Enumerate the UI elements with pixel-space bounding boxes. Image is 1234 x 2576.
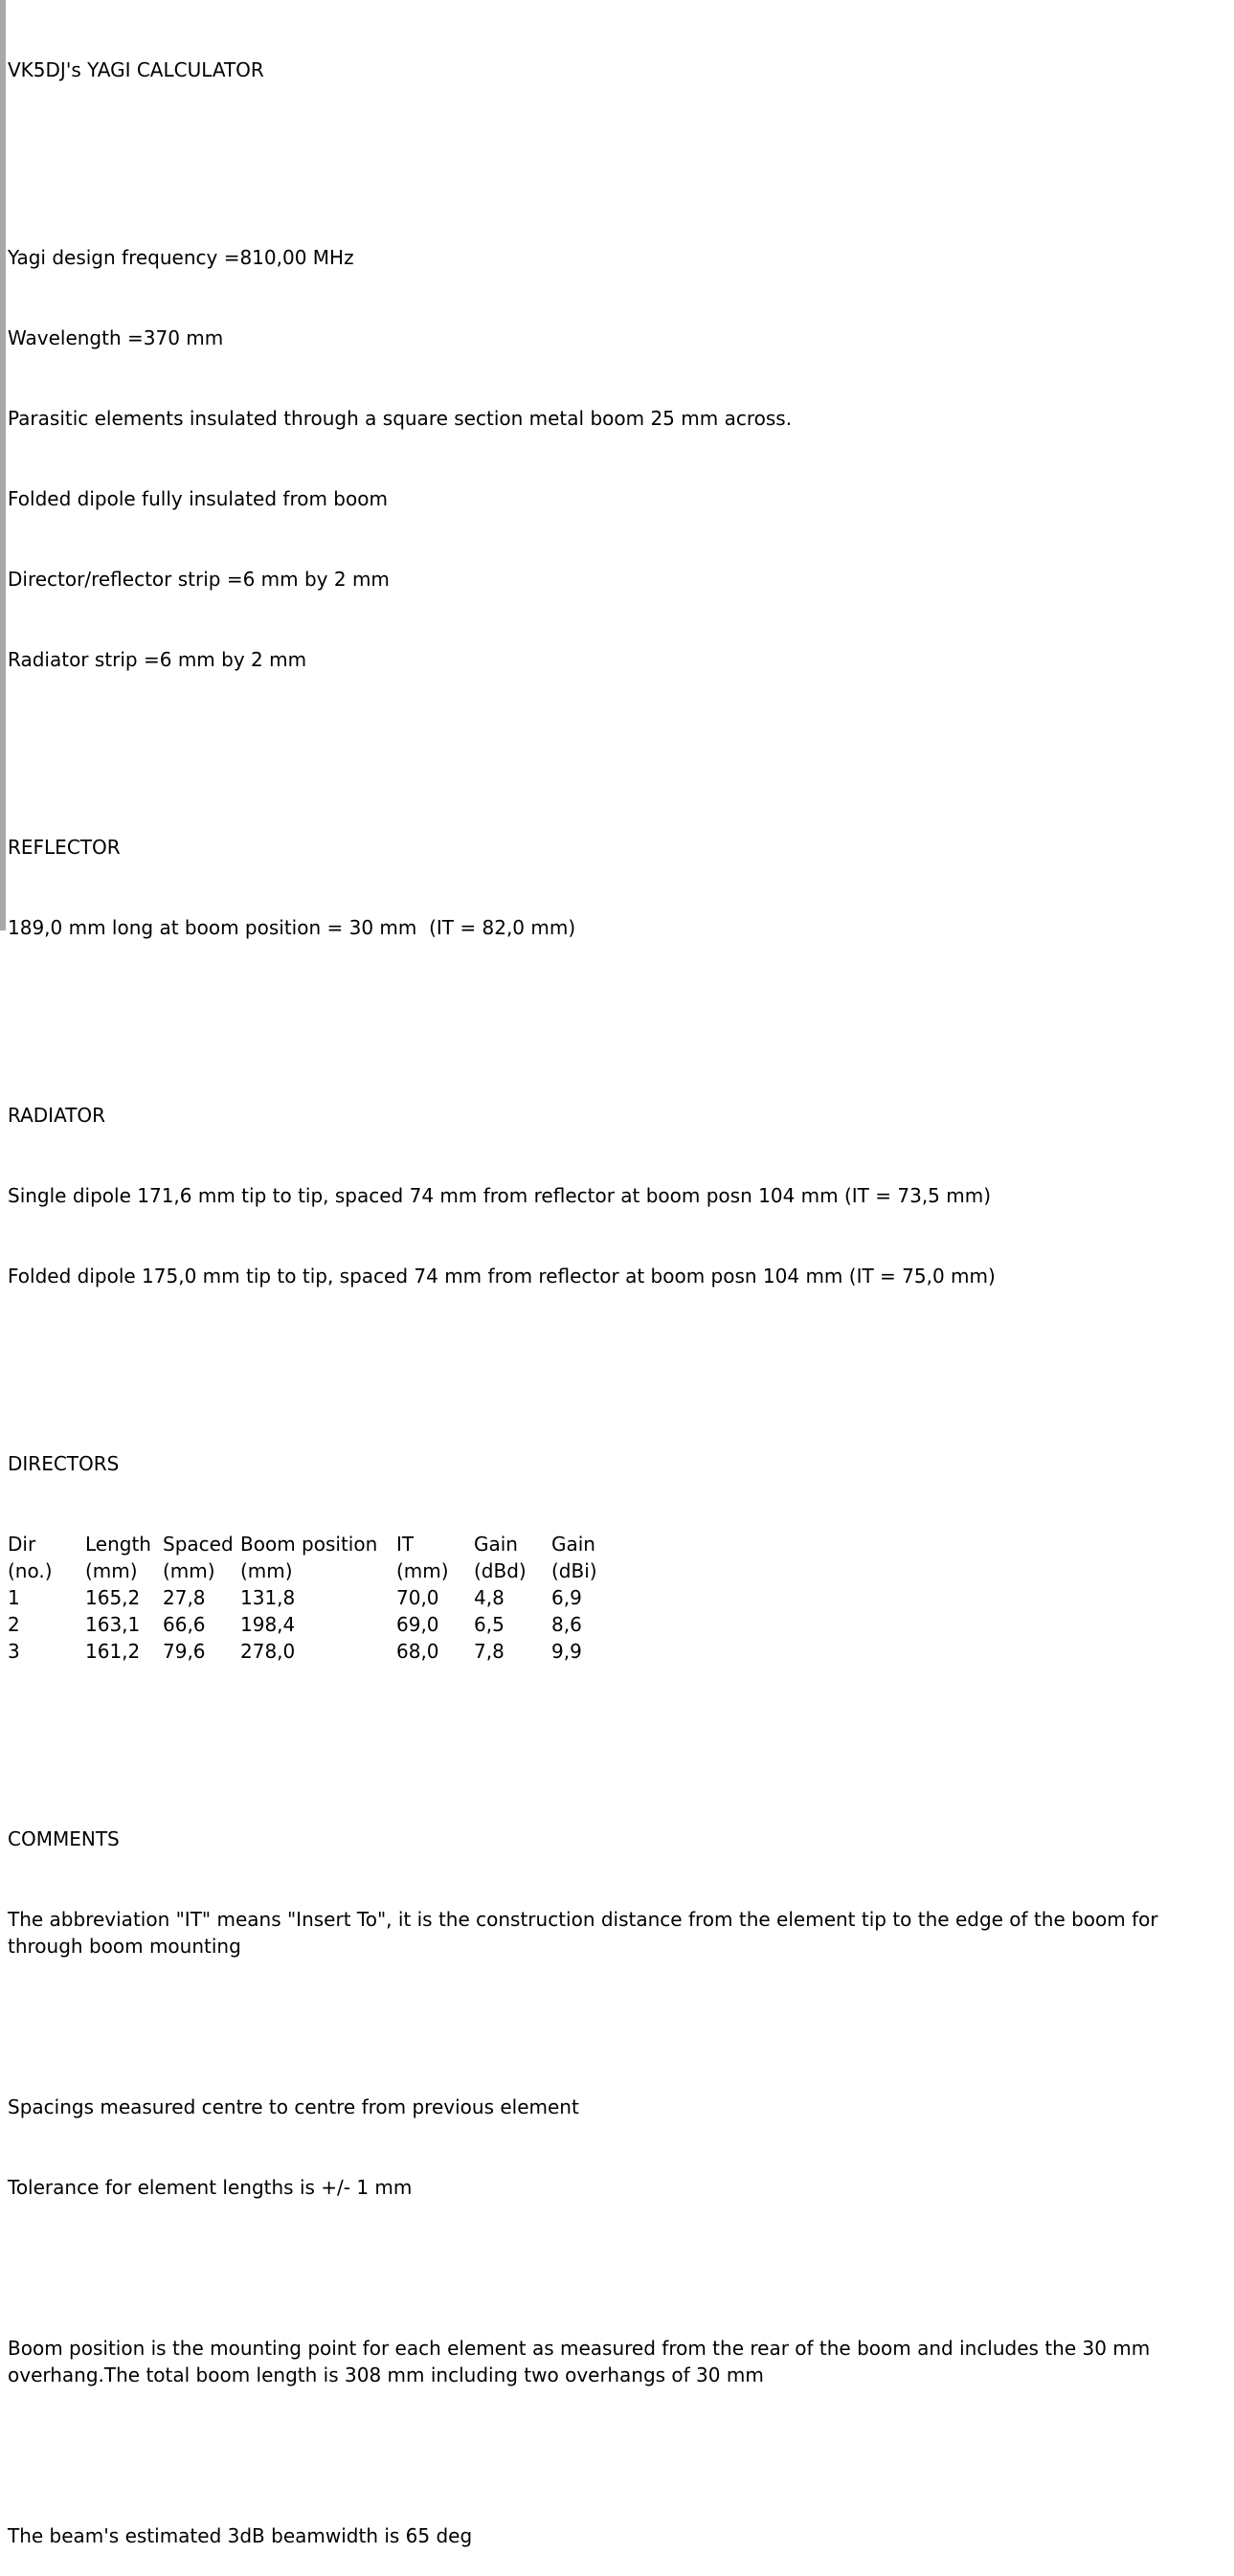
cell-gain-dbd: 7,8: [474, 1640, 505, 1663]
unit-gain-dbi: (dBi): [551, 1559, 597, 1582]
cell-it: 69,0: [396, 1613, 439, 1636]
cell-gain-dbi: 6,9: [551, 1586, 582, 1609]
directors-table: [8, 1531, 629, 1665]
header-spaced: Spaced: [163, 1533, 234, 1556]
cell-spaced: 79,6: [163, 1640, 206, 1663]
blank-line: [8, 137, 1223, 164]
cell-gain-dbd: 4,8: [474, 1586, 505, 1609]
blank-line: [8, 1718, 1223, 1745]
comment-spacings: Spacings measured centre to centre from previous element: [8, 2095, 579, 2118]
header-boom-position: Boom position: [240, 1533, 378, 1556]
unit-boom-position: (mm): [240, 1559, 293, 1582]
page-title: VK5DJ's YAGI CALCULATOR: [8, 58, 264, 81]
blank-line: [8, 995, 1223, 1021]
cell-boom-position: 198,4: [240, 1613, 296, 1636]
cell-dir: 1: [8, 1586, 20, 1609]
directors-heading: DIRECTORS: [8, 1452, 120, 1475]
cell-boom-position: 278,0: [240, 1640, 296, 1663]
table-row: [8, 1611, 629, 1638]
cell-spaced: 27,8: [163, 1586, 206, 1609]
blank-line: [8, 2442, 1223, 2469]
cell-length: 161,2: [85, 1640, 141, 1663]
radiator-heading: RADIATOR: [8, 1104, 106, 1127]
unit-length: (mm): [85, 1559, 138, 1582]
comments-heading: COMMENTS: [8, 1827, 120, 1850]
cell-length: 165,2: [85, 1586, 141, 1609]
cell-dir: 2: [8, 1613, 20, 1636]
header-gain-dbd: Gain: [474, 1533, 518, 1556]
radiator-folded-dipole: Folded dipole 175,0 mm tip to tip, spaced 74 mm from reflector at boom posn 104 mm (IT = 75,0 mm): [8, 1265, 996, 1288]
unit-dir: (no.): [8, 1559, 53, 1582]
table-row: [8, 1638, 629, 1665]
blank-line: [8, 1343, 1223, 1370]
table-row: [8, 1584, 629, 1611]
comment-beamwidth: The beam's estimated 3dB beamwidth is 65 deg: [8, 2524, 473, 2547]
cell-spaced: 66,6: [163, 1613, 206, 1636]
comment-boom-position: Boom position is the mounting point for each element as measured from the rear of the boom and includes the 30 mm overhang.The total boom length is 308 mm including two overhangs of 30 mm: [8, 2337, 1156, 2386]
comment-tolerance: Tolerance for element lengths is +/- 1 mm: [8, 2176, 413, 2199]
cell-gain-dbd: 6,5: [474, 1613, 505, 1636]
cell-gain-dbi: 9,9: [551, 1640, 582, 1663]
header-gain-dbi: Gain: [551, 1533, 595, 1556]
unit-it: (mm): [396, 1559, 449, 1582]
spec-director-strip: Director/reflector strip =6 mm by 2 mm: [8, 568, 390, 591]
unit-spaced: (mm): [163, 1559, 215, 1582]
reflector-line: 189,0 mm long at boom position = 30 mm (IT = 82,0 mm): [8, 916, 576, 939]
spec-radiator-strip: Radiator strip =6 mm by 2 mm: [8, 648, 307, 671]
radiator-single-dipole: Single dipole 171,6 mm tip to tip, spaced 74 mm from reflector at boom posn 104 mm (IT = 73,5 mm): [8, 1184, 992, 1207]
table-units-row: [8, 1557, 629, 1584]
cell-gain-dbi: 8,6: [551, 1613, 582, 1636]
spec-boom: Parasitic elements insulated through a square section metal boom 25 mm across.: [8, 407, 793, 430]
table-header-row: [8, 1531, 629, 1557]
unit-gain-dbd: (dBd): [474, 1559, 527, 1582]
blank-line: [8, 727, 1223, 753]
cell-it: 70,0: [396, 1586, 439, 1609]
cell-length: 163,1: [85, 1613, 141, 1636]
comment-it-definition: The abbreviation "IT" means "Insert To", it is the construction distance from the element tip to the edge of the boom for through boom mounting: [8, 1908, 1164, 1958]
header-it: IT: [396, 1533, 415, 1556]
cell-dir: 3: [8, 1640, 20, 1663]
document-body: [8, 3, 1223, 2576]
spec-wavelength: Wavelength =370 mm: [8, 326, 224, 349]
header-length: Length: [85, 1533, 151, 1556]
header-dir: Dir: [8, 1533, 36, 1556]
window-left-border: [0, 0, 6, 930]
spec-frequency: Yagi design frequency =810,00 MHz: [8, 246, 354, 269]
blank-line: [8, 2013, 1223, 2040]
blank-line: [8, 2254, 1223, 2281]
spec-dipole-insulation: Folded dipole fully insulated from boom: [8, 487, 388, 510]
cell-boom-position: 131,8: [240, 1586, 296, 1609]
reflector-heading: REFLECTOR: [8, 836, 121, 859]
cell-it: 68,0: [396, 1640, 439, 1663]
